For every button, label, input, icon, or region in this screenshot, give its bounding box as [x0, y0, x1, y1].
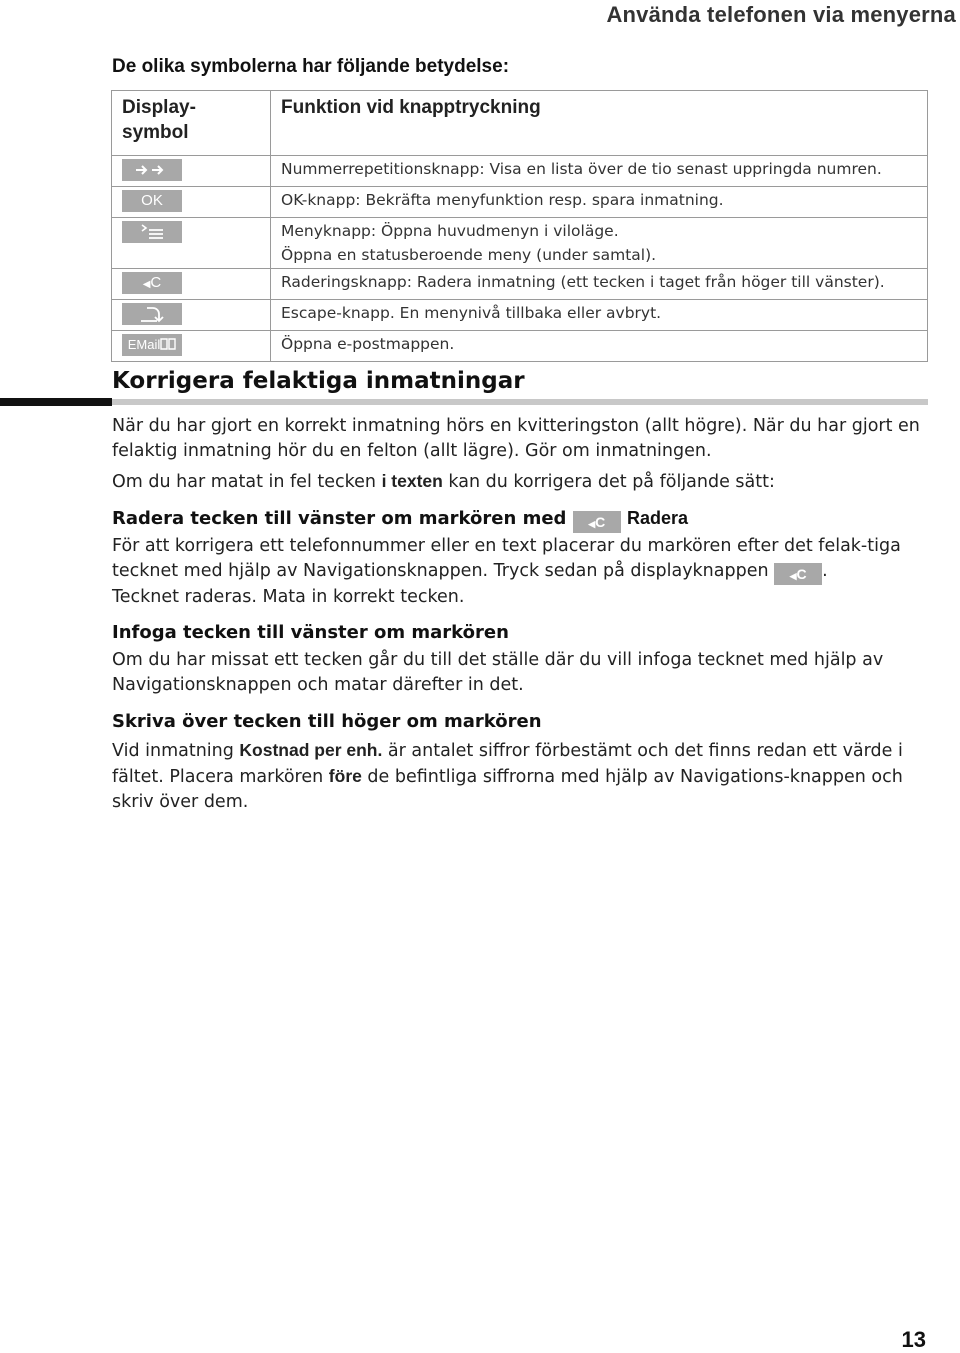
p5-text-a: Vid inmatning — [112, 741, 240, 761]
paragraph-delete-instructions — [112, 534, 928, 610]
p3-text-c: Tecknet raderas. Mata in korrekt tecken. — [112, 587, 465, 607]
email-key-icon — [122, 334, 182, 356]
p3-text-a: För att korrigera ett telefonnummer eller en text placerar du markören efter det felak-tiga tecknet med hjälp av Navigationsknappen. Tryck sedan på displayknappen — [112, 536, 901, 581]
p5-text-bold-1: Kostnad per enh. — [239, 740, 383, 760]
section-rule-gray — [112, 399, 928, 405]
sub1-text: Radera tecken till vänster om markören med — [112, 508, 567, 529]
section-title: Korrigera felaktiga inmatningar — [112, 368, 525, 394]
table-row — [112, 218, 928, 269]
p2-text-a: Om du har matat in fel tecken — [112, 472, 382, 492]
table-row — [112, 156, 928, 187]
table-row — [112, 187, 928, 218]
row-text: Raderingsknapp: Radera inmatning (ett tecken i taget från höger till vänster). — [271, 269, 928, 300]
row-text: OK-knapp: Bekräfta menyfunktion resp. spara inmatning. — [271, 187, 928, 218]
table-header-row — [112, 91, 928, 156]
col-header-function: Funktion vid knapptryckning — [271, 91, 928, 156]
delete-key-label: C — [150, 274, 162, 291]
symbol-table — [111, 90, 928, 362]
sub1-label: Radera — [627, 508, 689, 528]
escape-key-icon — [122, 303, 182, 325]
row-text: Menyknapp: Öppna huvudmenyn i viloläge. Öppna en statusberoende meny (under samtal). — [271, 218, 928, 269]
ok-key-icon: OK — [122, 190, 182, 212]
redial-key-icon — [122, 159, 182, 181]
paragraph-wrong-char — [112, 469, 928, 495]
p2-text-bold: i texten — [381, 471, 443, 491]
row-text: Öppna e-postmappen. — [271, 331, 928, 362]
subheading-overwrite-right: Skriva över tecken till höger om markören — [112, 711, 542, 732]
menu-key-icon — [122, 221, 182, 243]
subheading-insert-left: Infoga tecken till vänster om markören — [112, 622, 509, 643]
delete-key-icon: ◀C — [774, 563, 822, 585]
delete-key-icon: ◀C — [122, 272, 182, 294]
p5-text-bold-2: före — [328, 766, 362, 786]
delete-key-icon: ◀C — [573, 511, 621, 533]
p5-text-e: de befintliga siffrorna med hjälp av Navigations-knappen och skriv över dem. — [112, 767, 903, 812]
table-row — [112, 269, 928, 300]
paragraph-insert: Om du har missat ett tecken går du till det ställe där du vill infoga tecknet med hjälp av Navigationsknappen och matar därefter in det. — [112, 650, 884, 695]
table-row — [112, 300, 928, 331]
row-text: Nummerrepetitionsknapp: Visa en lista över de tio senast uppringda numren. — [271, 156, 928, 187]
subheading-delete-left — [112, 508, 688, 533]
paragraph-feedback-tones: När du har gjort en korrekt inmatning hörs en kvitteringston (allt högre). När du har gjort en felaktig inmatning hör du en felton (allt lägre). Gör om inmatningen. — [112, 416, 920, 461]
p2-text-c: kan du korrigera det på följande sätt: — [442, 472, 775, 492]
p3-text-b: . — [822, 561, 828, 581]
table-row — [112, 331, 928, 362]
email-key-label: EMail — [127, 337, 161, 352]
intro-text: De olika symbolerna har följande betydelse: — [112, 56, 510, 77]
page-header-title: Använda telefonen via menyerna — [606, 2, 956, 27]
p5-text-c: är antalet siffror förbestämt och det finns redan ett värde i fältet. Placera markören — [112, 741, 903, 787]
row-text: Escape-knapp. En menynivå tillbaka eller avbryt. — [271, 300, 928, 331]
paragraph-overwrite — [112, 738, 928, 815]
page-number: 13 — [901, 1327, 926, 1352]
section-rule-dark — [0, 398, 112, 406]
col-header-symbol: Display- symbol — [112, 91, 271, 156]
